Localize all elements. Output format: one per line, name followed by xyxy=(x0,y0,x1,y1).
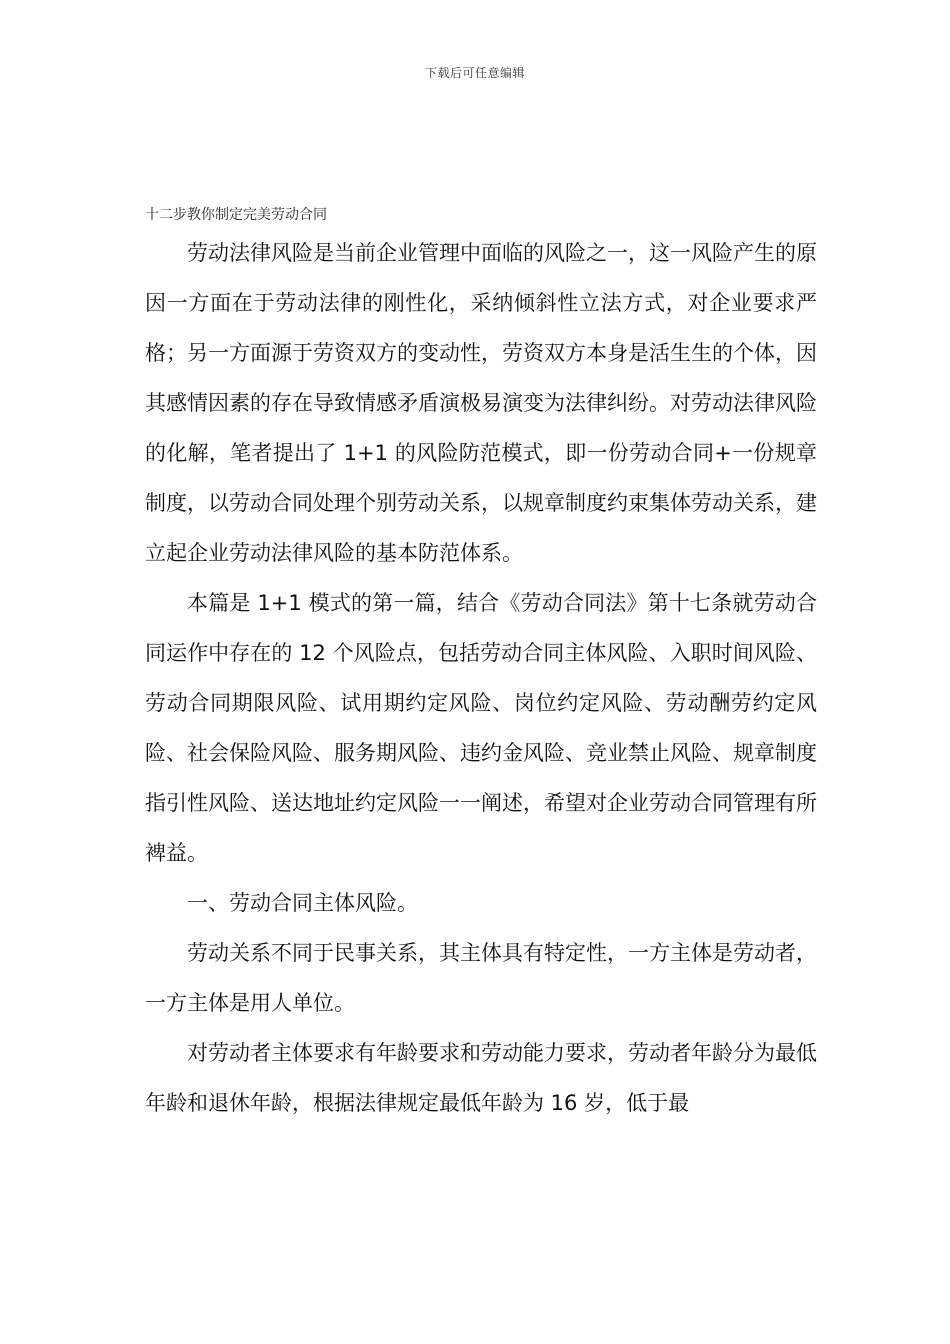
document-body xyxy=(145,228,817,1128)
paragraph-subject: 劳动关系不同于民事关系，其主体具有特定性，一方主体是劳动者，一方主体是用人单位。 xyxy=(145,941,817,1015)
paragraph-overview: 本篇是 1+1 模式的第一篇，结合《劳动合同法》第十七条就劳动合同运作中存在的 12 个风险点，包括劳动合同主体风险、入职时间风险、劳动合同期限风险、试用期约定风险、岗位约定风险、劳动酬劳约定风险、社会保险风险、服务期风险、违约金风险、竞业禁止风险、规章制度指引性风险、送达地址约定风险一一阐述，希望对企业劳动合同管理有所裨益。 xyxy=(145,591,817,865)
paragraph-intro: 劳动法律风险是当前企业管理中面临的风险之一，这一风险产生的原因一方面在于劳动法律的刚性化，采纳倾斜性立法方式，对企业要求严格；另一方面源于劳资双方的变动性，劳资双方本身是活生生的个体，因其感情因素的存在导致情感矛盾演极易演变为法律纠纷。对劳动法律风险的化解，笔者提出了 1+1 的风险防范模式，即一份劳动合同+一份规章制度，以劳动合同处理个别劳动关系，以规章制度约束集体劳动关系，建立起企业劳动法律风险的基本防范体系。 xyxy=(145,241,817,565)
document-title: 十二步教你制定完美劳动合同 xyxy=(145,207,327,223)
paragraph-worker-age: 对劳动者主体要求有年龄要求和劳动能力要求，劳动者年龄分为最低年龄和退休年龄，根据法律规定最低年龄为 16 岁，低于最 xyxy=(145,1041,817,1115)
section-heading-1: 一、劳动合同主体风险。 xyxy=(187,891,418,915)
page-header: 下载后可任意编辑 xyxy=(424,66,525,80)
